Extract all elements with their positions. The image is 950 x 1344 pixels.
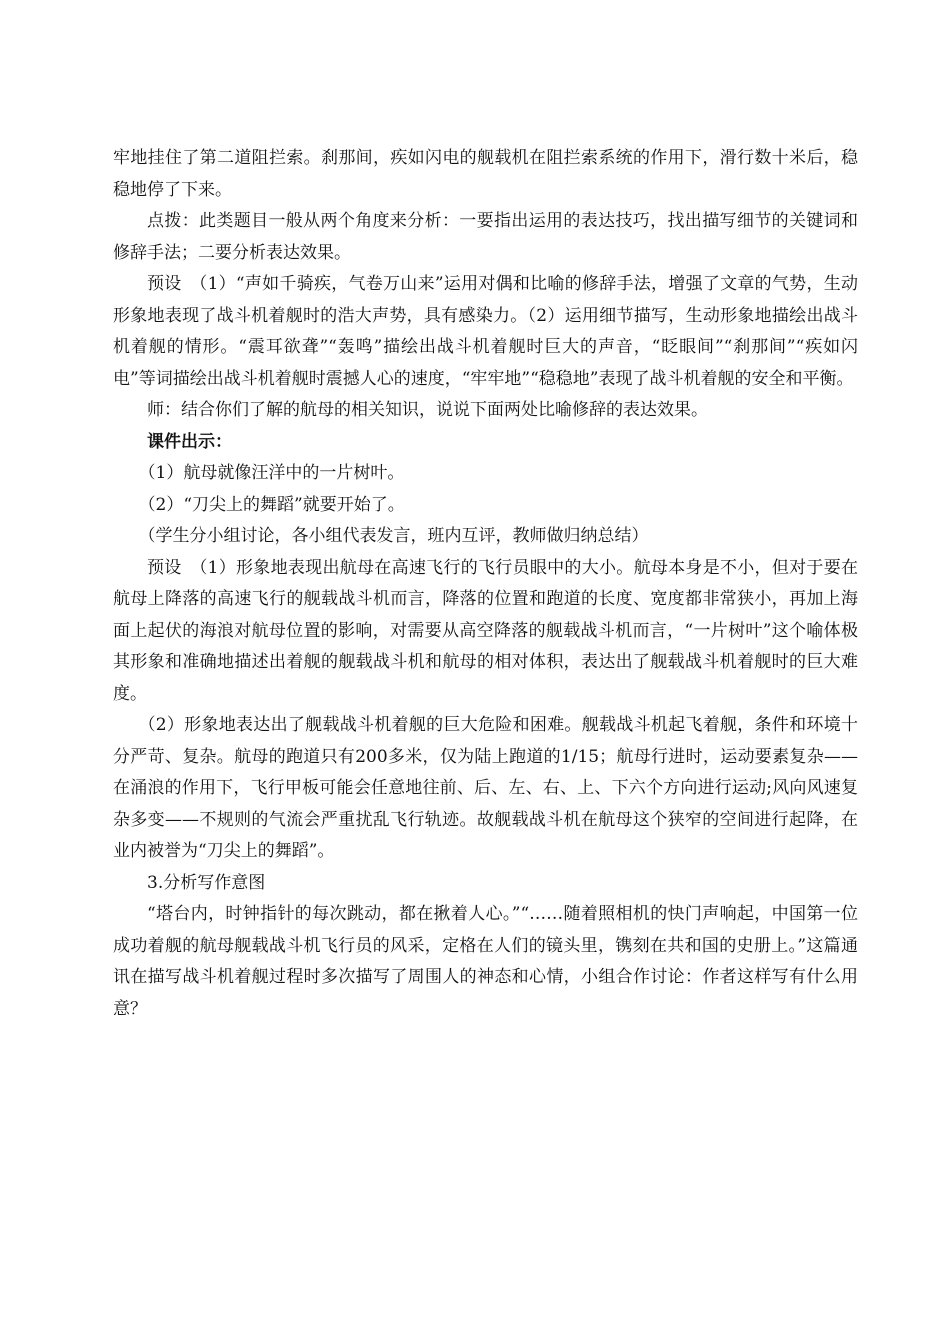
paragraph-item-2: （2）“刀尖上的舞蹈”就要开始了。 xyxy=(138,494,405,515)
section-heading-3: 3.分析写作意图 xyxy=(147,872,266,893)
paragraph-item-1: （1）航母就像汪洋中的一片树叶。 xyxy=(138,463,405,483)
paragraph-preset-2b: （2）形象地表达出了舰载战斗机着舰的巨大危险和困难。舰载战斗机起飞着舰，条件和环境十分严苛、复杂。航母的跑道只有200多米，仅为陆上跑道的1/15；航母行进时，运动要素复杂——在涌浪的作用下，飞行甲板可能会任意地往前、后、左、右、上、下六个方向进行运动;风向风速复杂多变——不规则的气流会严重扰乱飞行轨迹。故舰载战斗机在航母这个狭窄的空间进行起降，在业内被誉为“刀尖上的舞蹈”。 xyxy=(113,715,858,861)
paragraph-hint: 点拨：此类题目一般从两个角度来分析：一要指出运用的表达技巧，找出描写细节的关键词和修辞手法；二要分析表达效果。 xyxy=(113,211,858,263)
paragraph-continuation: 牢地挂住了第二道阻拦索。刹那间，疾如闪电的舰载机在阻拦索系统的作用下，滑行数十米后，稳稳地停了下来。 xyxy=(113,148,858,200)
document-page xyxy=(113,143,858,1025)
paragraph-courseware-heading: 课件出示： xyxy=(147,431,232,452)
paragraph-teacher: 师：结合你们了解的航母的相关知识，说说下面两处比喻修辞的表达效果。 xyxy=(147,400,708,420)
paragraph-preset-1: 预设 （1）“声如千骑疾，气卷万山来”运用对偶和比喻的修辞手法，增强了文章的气势，生动形象地表现了战斗机着舰时的浩大声势，具有感染力。（2）运用细节描写，生动形象地描绘出战斗机着舰的情形。“震耳欲聋”“轰鸣”描绘出战斗机着舰时巨大的声音，“眨眼间”“刹那间”“疾如闪电”等词描绘出战斗机着舰时震撼人心的速度，“牢牢地”“稳稳地”表现了战斗机着舰的安全和平衡。 xyxy=(113,274,858,389)
paragraph-discussion: （学生分小组讨论，各小组代表发言，班内互评，教师做归纳总结） xyxy=(138,526,649,546)
paragraph-quote: “塔台内，时钟指针的每次跳动，都在揪着人心。”“……随着照相机的快门声响起，中国第一位成功着舰的航母舰载战斗机飞行员的风采，定格在人们的镜头里，镌刻在共和国的史册上。”这篇通讯在描写战斗机着舰过程时多次描写了周围人的神态和心情，小组合作讨论：作者这样写有什么用意？ xyxy=(113,904,858,1019)
paragraph-preset-2: 预设 （1）形象地表现出航母在高速飞行的飞行员眼中的大小。航母本身是不小，但对于要在航母上降落的高速飞行的舰载战斗机而言，降落的位置和跑道的长度、宽度都非常狭小，再加上海面上起伏的海浪对航母位置的影响，对需要从高空降落的舰载战斗机而言，“一片树叶”这个喻体极其形象和准确地描述出着舰的舰载战斗机和航母的相对体积，表达出了舰载战斗机着舰时的巨大难度。 xyxy=(113,557,858,704)
